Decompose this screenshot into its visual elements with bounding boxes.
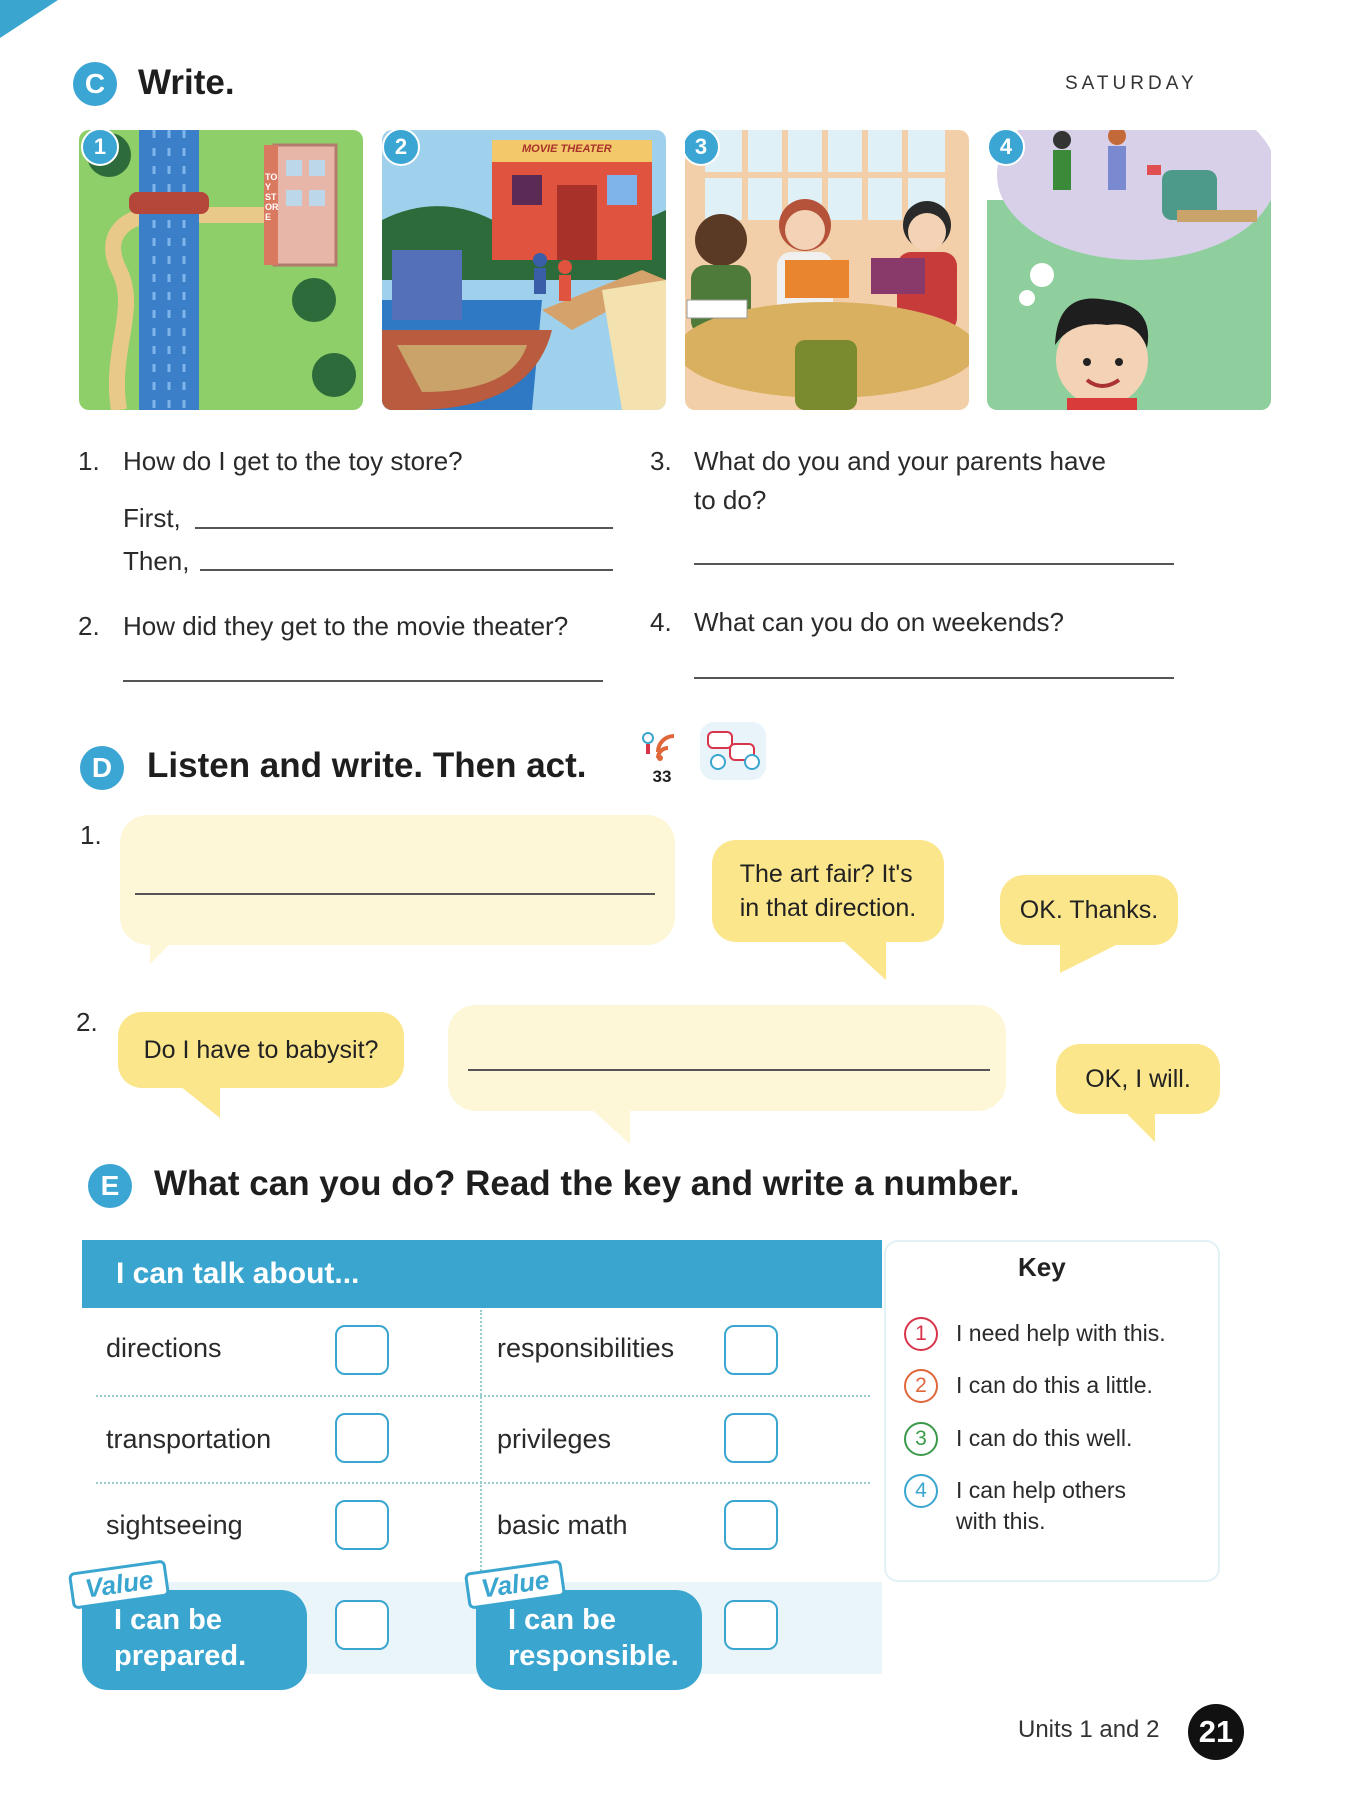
dialog-2-answer-line[interactable] — [468, 1069, 990, 1071]
role-play-icon — [700, 722, 766, 780]
dialog-2-answer-bubble — [448, 1005, 1006, 1111]
key-text-4: I can help others — [956, 1477, 1127, 1503]
picture-panel-2 — [382, 130, 666, 410]
question-3-text-line2: to do? — [694, 485, 767, 515]
dialog-2-bubble-c: OK, I will. — [1056, 1044, 1220, 1114]
question-2-number: 2. — [78, 611, 100, 641]
dialog-2-bubble-a: Do I have to babysit? — [118, 1012, 404, 1088]
section-d-badge: D — [80, 746, 124, 790]
dialog-2-answer-bubble-tail — [590, 1108, 630, 1144]
classroom-illustration — [685, 130, 969, 410]
map-illustration — [79, 130, 363, 410]
picture-panel-1 — [79, 130, 363, 410]
section-c-title: Write. — [138, 63, 235, 102]
panel-number-3: 3 — [685, 130, 720, 166]
value-responsible-line1: I can be — [508, 1604, 616, 1636]
rating-box-transportation[interactable] — [335, 1413, 389, 1463]
section-e-badge: E — [88, 1164, 132, 1208]
movie-theater-sign: MOVIE THEATER — [522, 143, 612, 155]
dialog-1-number: 1. — [80, 820, 102, 850]
question-1-then-label: Then, — [123, 546, 190, 576]
question-4-number: 4. — [650, 607, 672, 637]
value-prepared-line2: prepared. — [114, 1640, 247, 1672]
answer-line-2[interactable] — [123, 680, 603, 682]
key-text-3: I can do this well. — [956, 1425, 1133, 1451]
dialog-1-bubble-c-tail — [1060, 943, 1120, 973]
table-row-divider-2 — [96, 1482, 870, 1484]
key-text-2: I can do this a little. — [956, 1372, 1153, 1398]
section-d-title: Listen and write. Then act. — [147, 746, 587, 785]
question-3-number: 3. — [650, 446, 672, 476]
value-responsible — [476, 1590, 702, 1690]
key-box — [884, 1240, 1220, 1582]
picture-panel-4 — [987, 130, 1271, 410]
panel-number-4: 4 — [987, 130, 1025, 166]
key-title: Key — [1018, 1252, 1066, 1282]
value-tag-1: Value — [68, 1559, 171, 1609]
corner-decoration — [0, 0, 58, 38]
saturday-caption: SATURDAY — [1065, 73, 1198, 94]
table-column-divider — [480, 1310, 482, 1582]
skill-transportation: transportation — [106, 1424, 272, 1454]
answer-line-1b[interactable] — [200, 569, 613, 571]
skill-basic-math: basic math — [497, 1510, 628, 1540]
dialog-1-bubble-b — [712, 840, 944, 942]
dialog-2-bubble-c-tail — [1125, 1112, 1155, 1142]
question-1-text: How do I get to the toy store? — [123, 446, 463, 476]
footer-units: Units 1 and 2 — [1018, 1716, 1160, 1743]
dialog-1-bubble-b-line2: in that direction. — [739, 894, 917, 922]
key-text-1: I need help with this. — [956, 1320, 1166, 1346]
panel-number-1: 1 — [81, 130, 119, 166]
rating-box-privileges[interactable] — [724, 1413, 778, 1463]
rating-box-prepared[interactable] — [335, 1600, 389, 1650]
rating-box-sightseeing[interactable] — [335, 1500, 389, 1550]
audio-icon[interactable] — [638, 730, 686, 784]
key-circle-4: 4 — [904, 1474, 938, 1508]
value-responsible-line2: responsible. — [508, 1640, 679, 1672]
dialog-2-number: 2. — [76, 1007, 98, 1037]
answer-line-3[interactable] — [694, 563, 1174, 565]
skill-responsibilities: responsibilities — [497, 1333, 675, 1363]
value-tag-2: Value — [464, 1559, 567, 1609]
question-1-number: 1. — [78, 446, 100, 476]
dialog-1-answer-line[interactable] — [135, 893, 655, 895]
thinking-boy-illustration — [987, 130, 1271, 410]
dialog-1-answer-bubble-tail — [150, 940, 174, 964]
skill-privileges: privileges — [497, 1424, 612, 1454]
harbor-illustration — [382, 130, 666, 410]
question-2-text: How did they get to the movie theater? — [123, 611, 569, 641]
table-row-divider-1 — [96, 1395, 870, 1397]
question-1-first-label: First, — [123, 503, 181, 533]
picture-panel-3 — [685, 130, 969, 410]
rating-box-responsible[interactable] — [724, 1600, 778, 1650]
value-prepared — [82, 1590, 307, 1690]
section-e-title: What can you do? Read the key and write a number. — [154, 1164, 1020, 1203]
rating-box-directions[interactable] — [335, 1325, 389, 1375]
key-circle-2: 2 — [904, 1369, 938, 1403]
dialog-1-bubble-b-tail — [840, 938, 886, 980]
rating-box-responsibilities[interactable] — [724, 1325, 778, 1375]
question-3-text: What do you and your parents have — [694, 446, 1106, 476]
value-prepared-line1: I can be — [114, 1604, 222, 1636]
skill-sightseeing: sightseeing — [106, 1510, 243, 1540]
audio-track-number: 33 — [652, 767, 672, 786]
key-circle-1: 1 — [904, 1317, 938, 1351]
toy-store-sign: TOY STORE — [265, 172, 279, 222]
answer-line-1a[interactable] — [195, 527, 613, 529]
key-circle-3: 3 — [904, 1422, 938, 1456]
rating-box-basic-math[interactable] — [724, 1500, 778, 1550]
skill-directions: directions — [106, 1333, 222, 1363]
key-text-4-line2: with this. — [956, 1508, 1046, 1534]
question-4-text: What can you do on weekends? — [694, 607, 1065, 637]
answer-line-4[interactable] — [694, 677, 1174, 679]
page-number: 21 — [1188, 1704, 1244, 1760]
dialog-1-answer-bubble — [120, 815, 675, 945]
panel-number-2: 2 — [382, 130, 420, 166]
dialog-1-bubble-c: OK. Thanks. — [1000, 875, 1178, 945]
table-header: I can talk about... — [82, 1240, 882, 1308]
dialog-2-bubble-a-tail — [180, 1086, 220, 1118]
dialog-1-bubble-b-line1: The art fair? It's — [739, 860, 913, 888]
section-c-badge: C — [73, 62, 117, 106]
